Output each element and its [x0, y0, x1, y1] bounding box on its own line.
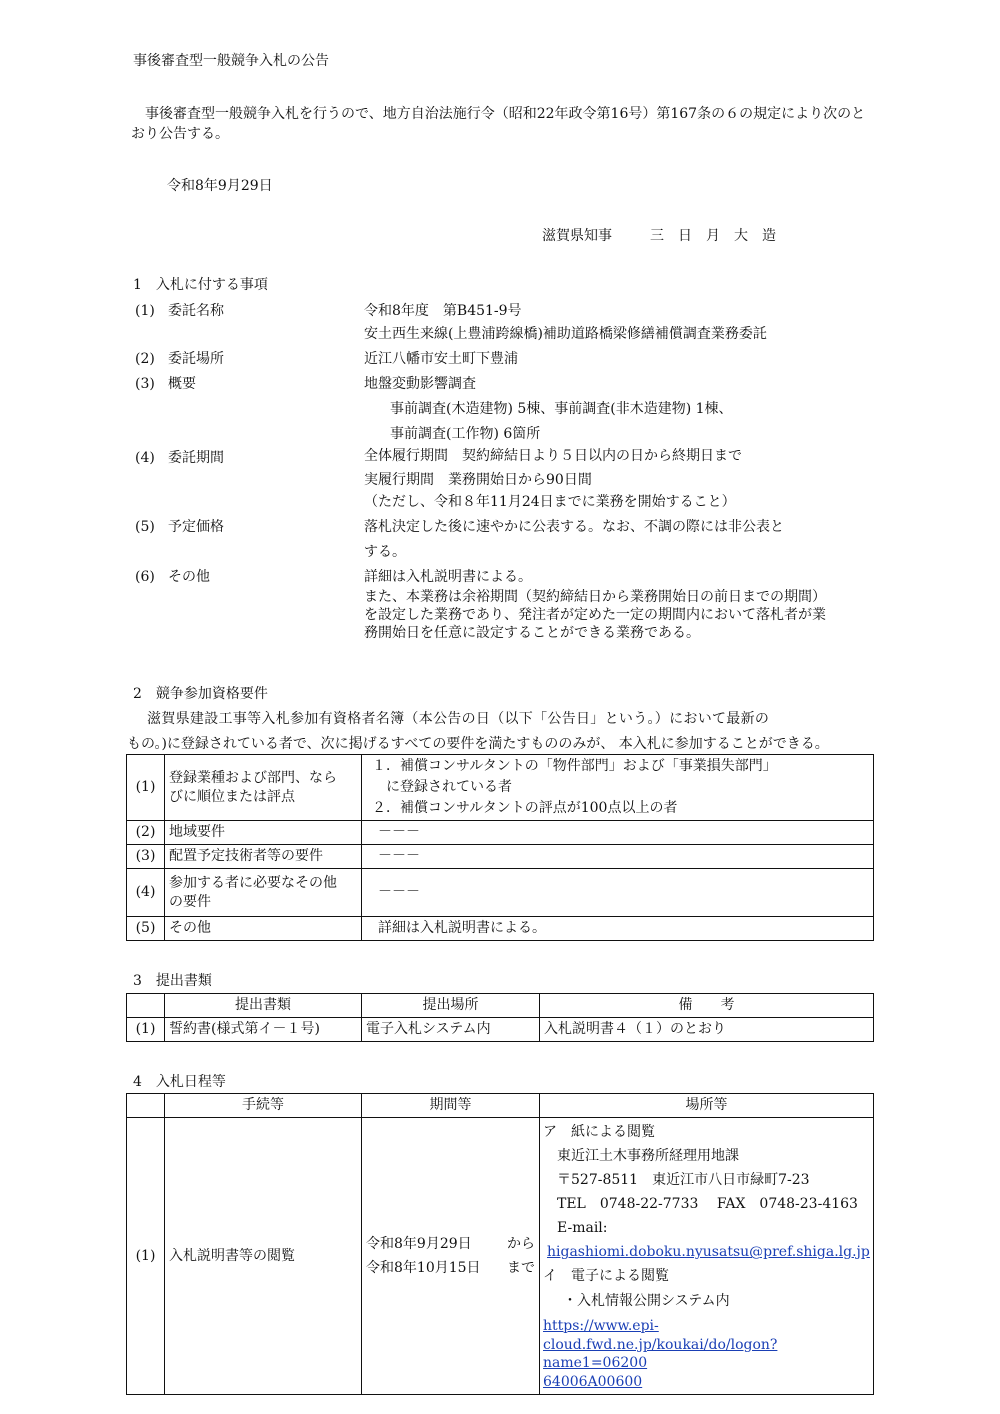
table-row: [127, 821, 874, 845]
s1-item4-line1: 全体履行期間 契約締結日より５日以内の日から終期日まで: [364, 448, 742, 464]
place-email-label: E-mail:: [557, 1220, 608, 1237]
qual-row2-label: 地域要件: [165, 821, 362, 845]
doc-header-doc: 提出書類: [165, 994, 362, 1018]
table-row: [127, 1118, 874, 1395]
section4-heading: 4 入札日程等: [133, 1074, 226, 1090]
qual-row5-value: 詳細は入札説明書による。: [362, 917, 874, 941]
email-link[interactable]: higashiomi.doboku.nyusatsu@pref.shiga.lg.jp: [547, 1244, 870, 1261]
s1-item3-line1: 地盤変動影響調査: [364, 376, 476, 392]
doc-row1-place: 電子入札システム内: [362, 1018, 540, 1042]
place-phone: TEL 0748-22-7733 FAX 0748-23-4163: [557, 1196, 858, 1213]
table-row: [127, 845, 874, 869]
section2-intro-line2: もの。)に登録されている者で、次に掲げるすべての要件を満たすもののみが、 本入札に参加することができる。: [127, 736, 829, 752]
sched-header-place: 場所等: [540, 1094, 874, 1118]
table-row: [127, 917, 874, 941]
s1-item4-line2: 実履行期間 業務開始日から90日間: [364, 472, 592, 488]
notice-intro: 事後審査型一般競争入札を行うので、地方自治法施行令（昭和22年政令第16号）第167条の６の規定により次のとおり公告する。: [131, 106, 866, 143]
qual-row1-label-line2: びに順位または評点: [169, 788, 295, 805]
qual-row5-label: その他: [165, 917, 362, 941]
qual-row1-num: (1): [127, 755, 165, 821]
url-link[interactable]: [543, 1317, 870, 1393]
qual-row4-label: [165, 869, 362, 917]
s1-item6-line4: 務開始日を任意に設定することができる業務である。: [364, 625, 700, 641]
period-to-line: [366, 1256, 535, 1281]
qualification-table: [126, 754, 874, 941]
issuer-name: 三 日 月 大 造: [650, 228, 776, 244]
sched-row1-num: (1): [127, 1118, 165, 1395]
notice-date: 令和8年9月29日: [167, 178, 273, 194]
doc-header-place: 提出場所: [362, 994, 540, 1018]
place-address: 〒527-8511 東近江市八日市緑町7-23: [557, 1172, 810, 1189]
qual-row1-label-line1: 登録業種および部門、なら: [169, 770, 337, 787]
sched-row1-period: [362, 1118, 540, 1395]
table-row: [127, 1094, 874, 1118]
schedule-table: [126, 1093, 874, 1395]
period-to-suffix: まで: [507, 1260, 535, 1277]
qual-row3-label: 配置予定技術者等の要件: [165, 845, 362, 869]
qual-row3-num: (3): [127, 845, 165, 869]
sched-header-blank: [127, 1094, 165, 1118]
s1-item5-line1: 落札決定した後に速やかに公表する。なお、不調の際には非公表と: [364, 519, 784, 535]
s1-item2-label: 委託場所: [168, 351, 224, 367]
s1-item3-num: (3): [135, 376, 155, 392]
sched-header-proc: 手続等: [165, 1094, 362, 1118]
s1-item6-num: (6): [135, 569, 155, 585]
sched-row1-proc: 入札説明書等の閲覧: [165, 1118, 362, 1395]
period-to: 令和8年10月15日: [366, 1260, 481, 1277]
s1-item3-label: 概要: [168, 376, 196, 392]
section1-heading: 1 入札に付する事項: [133, 277, 268, 293]
s1-item4-label: 委託期間: [168, 450, 224, 466]
table-row: [127, 869, 874, 917]
doc-row1-num: (1): [127, 1018, 165, 1042]
notice-title: 事後審査型一般競争入札の公告: [133, 53, 329, 69]
s1-item6-label: その他: [168, 569, 210, 585]
s1-item4-num: (4): [135, 450, 155, 466]
qual-row1-label: [165, 755, 362, 821]
s1-item5-line2: する。: [364, 544, 406, 560]
period-from-suffix: から: [507, 1235, 535, 1252]
s1-item3-line2: 事前調査(木造建物) 5棟、事前調査(非木造建物) 1棟、: [390, 401, 733, 417]
qual-row4-value: －－－: [362, 869, 874, 917]
s1-item5-label: 予定価格: [168, 519, 224, 535]
qual-row4-label-line1: 参加する者に必要なその他: [169, 875, 337, 892]
qual-row1-value: [362, 755, 874, 821]
table-row: [127, 1018, 874, 1042]
qual-row5-num: (5): [127, 917, 165, 941]
s1-item1-num: (1): [135, 303, 155, 319]
qual-row4-label-line2: の要件: [169, 893, 211, 910]
s1-item1-line1: 令和8年度 第B451-9号: [364, 303, 522, 319]
doc-header-blank: [127, 994, 165, 1018]
place-system: ・入札情報公開システム内: [563, 1292, 730, 1309]
table-row: [127, 994, 874, 1018]
s1-item1-label: 委託名称: [168, 303, 224, 319]
sched-header-period: 期間等: [362, 1094, 540, 1118]
s1-item5-num: (5): [135, 519, 155, 535]
table-row: [127, 755, 874, 821]
place-office: 東近江土木事務所経理用地課: [557, 1148, 739, 1165]
doc-row1-doc: 誓約書(様式第イ－１号): [165, 1018, 362, 1042]
qual-row3-value: －－－: [362, 845, 874, 869]
s1-item4-line3: （ただし、令和８年11月24日までに業務を開始すること）: [364, 494, 736, 510]
s1-item6-line3: を設定した業務であり、発注者が定めた一定の期間内において落札者が業: [364, 607, 826, 623]
qual-row2-num: (2): [127, 821, 165, 845]
documents-table: [126, 993, 874, 1042]
section2-intro-line1: 滋賀県建設工事等入札参加有資格者名簿（本公告の日（以下「公告日」という。）において最新の: [147, 711, 770, 727]
place-electronic-heading: イ 電子による閲覧: [543, 1268, 669, 1285]
s1-item6-line1: 詳細は入札説明書による。: [364, 569, 532, 585]
issuer-position: 滋賀県知事: [542, 228, 612, 244]
qual-row2-value: －－－: [362, 821, 874, 845]
url-link-line1[interactable]: https://www.epi-: [543, 1317, 659, 1334]
place-paper-heading: ア 紙による閲覧: [543, 1124, 655, 1140]
url-link-line2[interactable]: cloud.fwd.ne.jp/koukai/do/logon?name1=06200: [543, 1336, 778, 1372]
s1-item2-line1: 近江八幡市安土町下豊浦: [364, 351, 518, 367]
period-from-line: [366, 1232, 535, 1257]
period-from: 令和8年9月29日: [366, 1235, 472, 1252]
url-link-line3[interactable]: 64006A00600: [543, 1374, 643, 1391]
qual-row1-value-line2: に登録されている者: [386, 779, 512, 795]
doc-row1-note: 入札説明書４（１）のとおり: [540, 1018, 874, 1042]
s1-item1-line2: 安土西生来線(上豊浦跨線橋)補助道路橋梁修繕補償調査業務委託: [364, 326, 767, 342]
qual-row1-value-line3: ２．補償コンサルタントの評点が100点以上の者: [372, 800, 678, 816]
doc-header-note: 備 考: [540, 994, 874, 1018]
s1-item2-num: (2): [135, 351, 155, 367]
s1-item3-line3: 事前調査(工作物) 6箇所: [390, 426, 541, 442]
section2-heading: 2 競争参加資格要件: [133, 686, 268, 702]
qual-row1-value-line1: １．補償コンサルタントの「物件部門」および「事業損失部門」: [372, 758, 777, 774]
section3-heading: 3 提出書類: [133, 973, 212, 989]
sched-row1-place: [540, 1118, 874, 1395]
qual-row4-num: (4): [127, 869, 165, 917]
s1-item6-line2: また、本業務は余裕期間（契約締結日から業務開始日の前日までの期間）: [364, 589, 826, 605]
